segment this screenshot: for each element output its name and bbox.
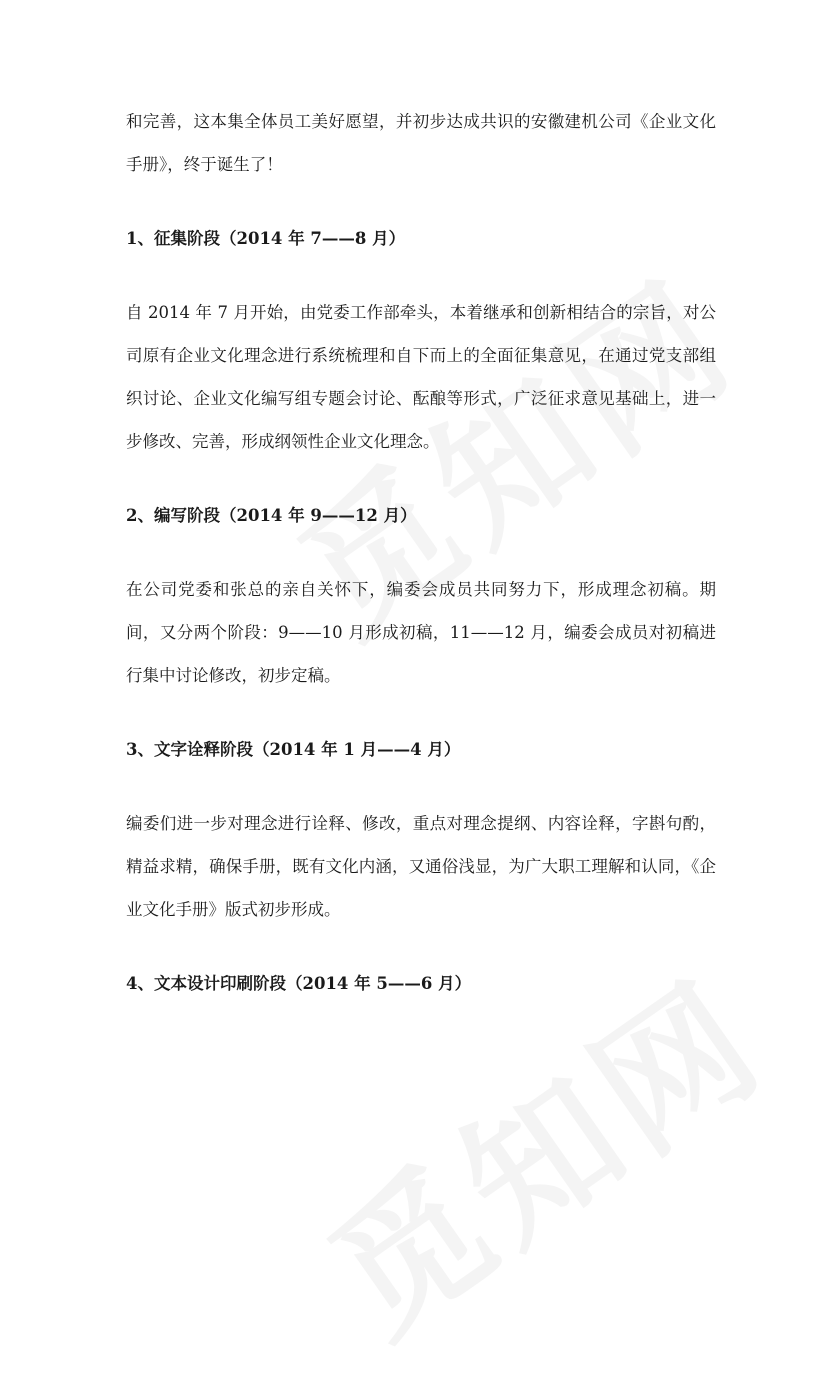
document-body xyxy=(126,100,716,1005)
section-heading-writing: 2、编写阶段（2014 年 9——12 月） xyxy=(126,506,417,525)
section-paragraph-interpretation: 编委们进一步对理念进行诠释、修改，重点对理念提纲、内容诠释，字斟句酌，精益求精，确保手册，既有文化内涵，又通俗浅显，为广大职工理解和认同，《企业文化手册》版式初步形成。 xyxy=(126,814,716,919)
section-paragraph-writing: 在公司党委和张总的亲自关怀下，编委会成员共同努力下，形成理念初稿。期间，又分两个阶段：9——10 月形成初稿，11——12 月，编委会成员对初稿进行集中讨论修改，初步定稿。 xyxy=(126,580,716,685)
intro-paragraph: 和完善，这本集全体员工美好愿望，并初步达成共识的安徽建机公司《企业文化手册》，终于诞生了！ xyxy=(126,112,716,174)
section-heading-interpretation: 3、文字诠释阶段（2014 年 1 月——4 月） xyxy=(126,740,461,759)
section-heading-collection: 1、征集阶段（2014 年 7——8 月） xyxy=(126,229,406,248)
section-paragraph-collection: 自 2014 年 7 月开始，由党委工作部牵头，本着继承和创新相结合的宗旨，对公司原有企业文化理念进行系统梳理和自下而上的全面征集意见，在通过党支部组织讨论、企业文化编写组专题会讨论、酝酿等形式，广泛征求意见基础上，进一步修改、完善，形成纲领性企业文化理念。 xyxy=(126,303,716,451)
section-heading-printing: 4、文本设计印刷阶段（2014 年 5——6 月） xyxy=(126,974,472,993)
